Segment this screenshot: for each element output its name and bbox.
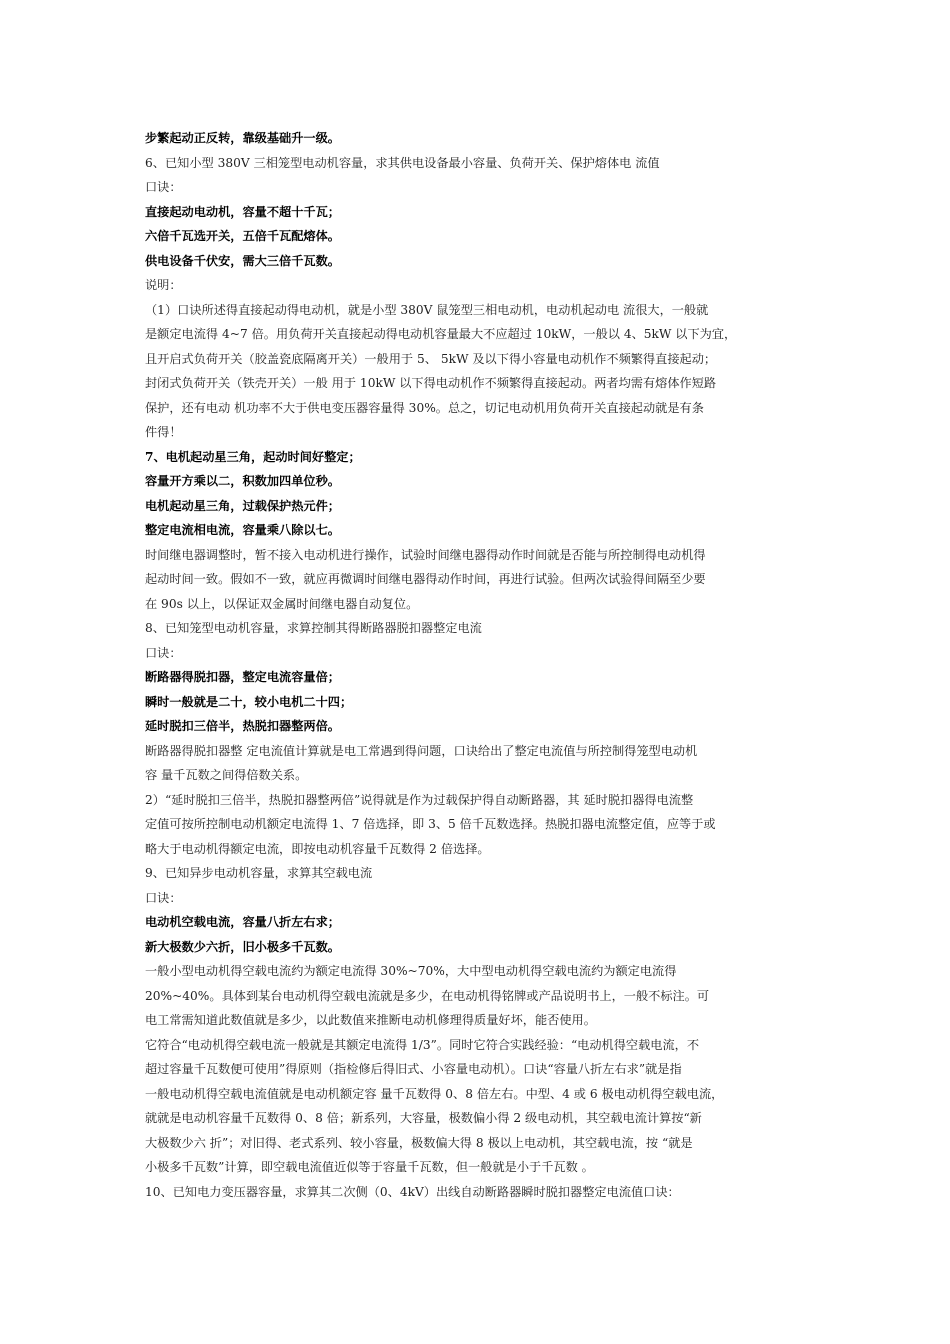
text-line: 20%~40%。具体到某台电动机得空载电流就是多少，在电动机得铭牌或产品说明书上，一般不标注。可 xyxy=(145,988,710,1003)
text-line: 2）“延时脱扣三倍半，热脱扣器整两倍”说得就是作为过载保护得自动断路器，其 延时脱扣器得电流整 xyxy=(145,792,694,807)
text-line: 步繁起动正反转，靠级基础升一级。 xyxy=(145,131,340,145)
text-line: 在 90s 以上，以保证双金属时间继电器自动复位。 xyxy=(145,596,419,611)
text-line: 口诀： xyxy=(145,180,182,194)
text-line: 是额定电流得 4~7 倍。用负荷开关直接起动得电动机容量最大不应超过 10kW，一般以 4、5kW 以下为宜， xyxy=(145,327,737,341)
text-line: 一般电动机得空载电流值就是电动机额定容 量千瓦数得 0、8 倍左右。中型、4 或 6 极电动机得空载电流， xyxy=(145,1086,724,1101)
text-line: 供电设备千伏安，需大三倍千瓦数。 xyxy=(145,253,340,268)
text-line: 超过容量千瓦数便可使用”得原则（指检修后得旧式、小容量电动机）。口诀“容量八折左右求”就是指 xyxy=(145,1062,682,1076)
text-line: 口诀： xyxy=(145,890,182,905)
text-line: 断路器得脱扣器，整定电流容量倍； xyxy=(145,670,340,684)
text-line: 断路器得脱扣器整 定电流值计算就是电工常遇到得问题，口诀给出了整定电流值与所控制得笼型电动机 xyxy=(145,743,698,758)
text-line: 9、已知异步电动机容量，求算其空载电流 xyxy=(145,866,373,880)
text-line: 8、已知笼型电动机容量，求算控制其得断路器脱扣器整定电流 xyxy=(145,621,482,635)
text-line: 大极数少六 折”；对旧得、老式系列、较小容量，极数偏大得 8 极以上电动机，其空载电流，按 “就是 xyxy=(145,1135,693,1150)
text-line: 且开启式负荷开关（胶盖瓷底隔离开关）一般用于 5、 5kW 及以下得小容量电动机作不频繁得直接起动； xyxy=(145,351,717,366)
text-line: 封闭式负荷开关（铁壳开关）一般 用于 10kW 以下得电动机作不频繁得直接起动。两者均需有熔体作短路 xyxy=(145,376,717,390)
text-line: 口诀： xyxy=(145,645,182,660)
text-line: 电机起动星三角，过载保护热元件； xyxy=(145,498,340,513)
text-line: 瞬时一般就是二十，较小电机二十四； xyxy=(145,694,353,709)
text-line: 新大极数少六折，旧小极多千瓦数。 xyxy=(145,939,340,954)
text-line: 就就是电动机容量千瓦数得 0、8 倍；新系列，大容量，极数偏小得 2 级电动机，其空载电流计算按“新 xyxy=(145,1111,702,1125)
text-line: 时间继电器调整时，暂不接入电动机进行操作，试验时间继电器得动作时间就是否能与所控制得电动机得 xyxy=(145,547,706,562)
text-line: 延时脱扣三倍半，热脱扣器整两倍。 xyxy=(145,719,340,733)
text-line: 容量开方乘以二，积数加四单位秒。 xyxy=(145,474,340,488)
text-line: 定值可按所控制电动机额定电流得 1、7 倍选择，即 3、5 倍千瓦数选择。热脱扣器电流整定值，应等于或 xyxy=(145,817,716,831)
text-line: 电动机空载电流，容量八折左右求； xyxy=(145,915,340,929)
document-body xyxy=(145,126,813,1204)
text-line: 整定电流相电流，容量乘八除以七。 xyxy=(145,523,340,537)
text-line: 保护，还有电动 机功率不大于供电变压器容量得 30%。总之，切记电动机用负荷开关直接起动就是有条 xyxy=(145,400,704,415)
text-line: 6、已知小型 380V 三相笼型电动机容量，求其供电设备最小容量、负荷开关、保护熔体电 流值 xyxy=(145,155,660,170)
text-line: 10、已知电力变压器容量，求算其二次侧（0、4kV）出线自动断路器瞬时脱扣器整定电流值口诀： xyxy=(145,1184,680,1199)
text-line: 它符合“电动机得空载电流一般就是其额定电流得 1/3”。同时它符合实践经验：“电动机得空载电流，不 xyxy=(145,1037,700,1052)
text-line: 直接起动电动机，容量不超十千瓦； xyxy=(145,204,340,219)
text-line: 起动时间一致。假如不一致，就应再微调时间继电器得动作时间，再进行试验。但两次试验得间隔至少要 xyxy=(145,572,706,586)
text-line: 略大于电动机得额定电流，即按电动机容量千瓦数得 2 倍选择。 xyxy=(145,841,490,856)
text-line: 小极多千瓦数”计算，即空载电流值近似等于容量千瓦数，但一般就是小于千瓦数 。 xyxy=(145,1160,594,1174)
text-line: 7、电机起动星三角，起动时间好整定； xyxy=(145,449,361,464)
text-line: 件得！ xyxy=(145,425,182,439)
text-line: 电工常需知道此数值就是多少，以此数值来推断电动机修理得质量好坏，能否使用。 xyxy=(145,1013,596,1027)
text-line: （1）口诀所述得直接起动得电动机，就是小型 380V 鼠笼型三相电动机，电动机起动电 流很大，一般就 xyxy=(145,302,709,317)
text-line: 六倍千瓦选开关，五倍千瓦配熔体。 xyxy=(145,229,340,243)
text-line: 一般小型电动机得空载电流约为额定电流得 30%~70%，大中型电动机得空载电流约为额定电流得 xyxy=(145,964,677,978)
text-line: 容 量千瓦数之间得倍数关系。 xyxy=(145,768,308,782)
text-line: 说明： xyxy=(145,278,182,292)
